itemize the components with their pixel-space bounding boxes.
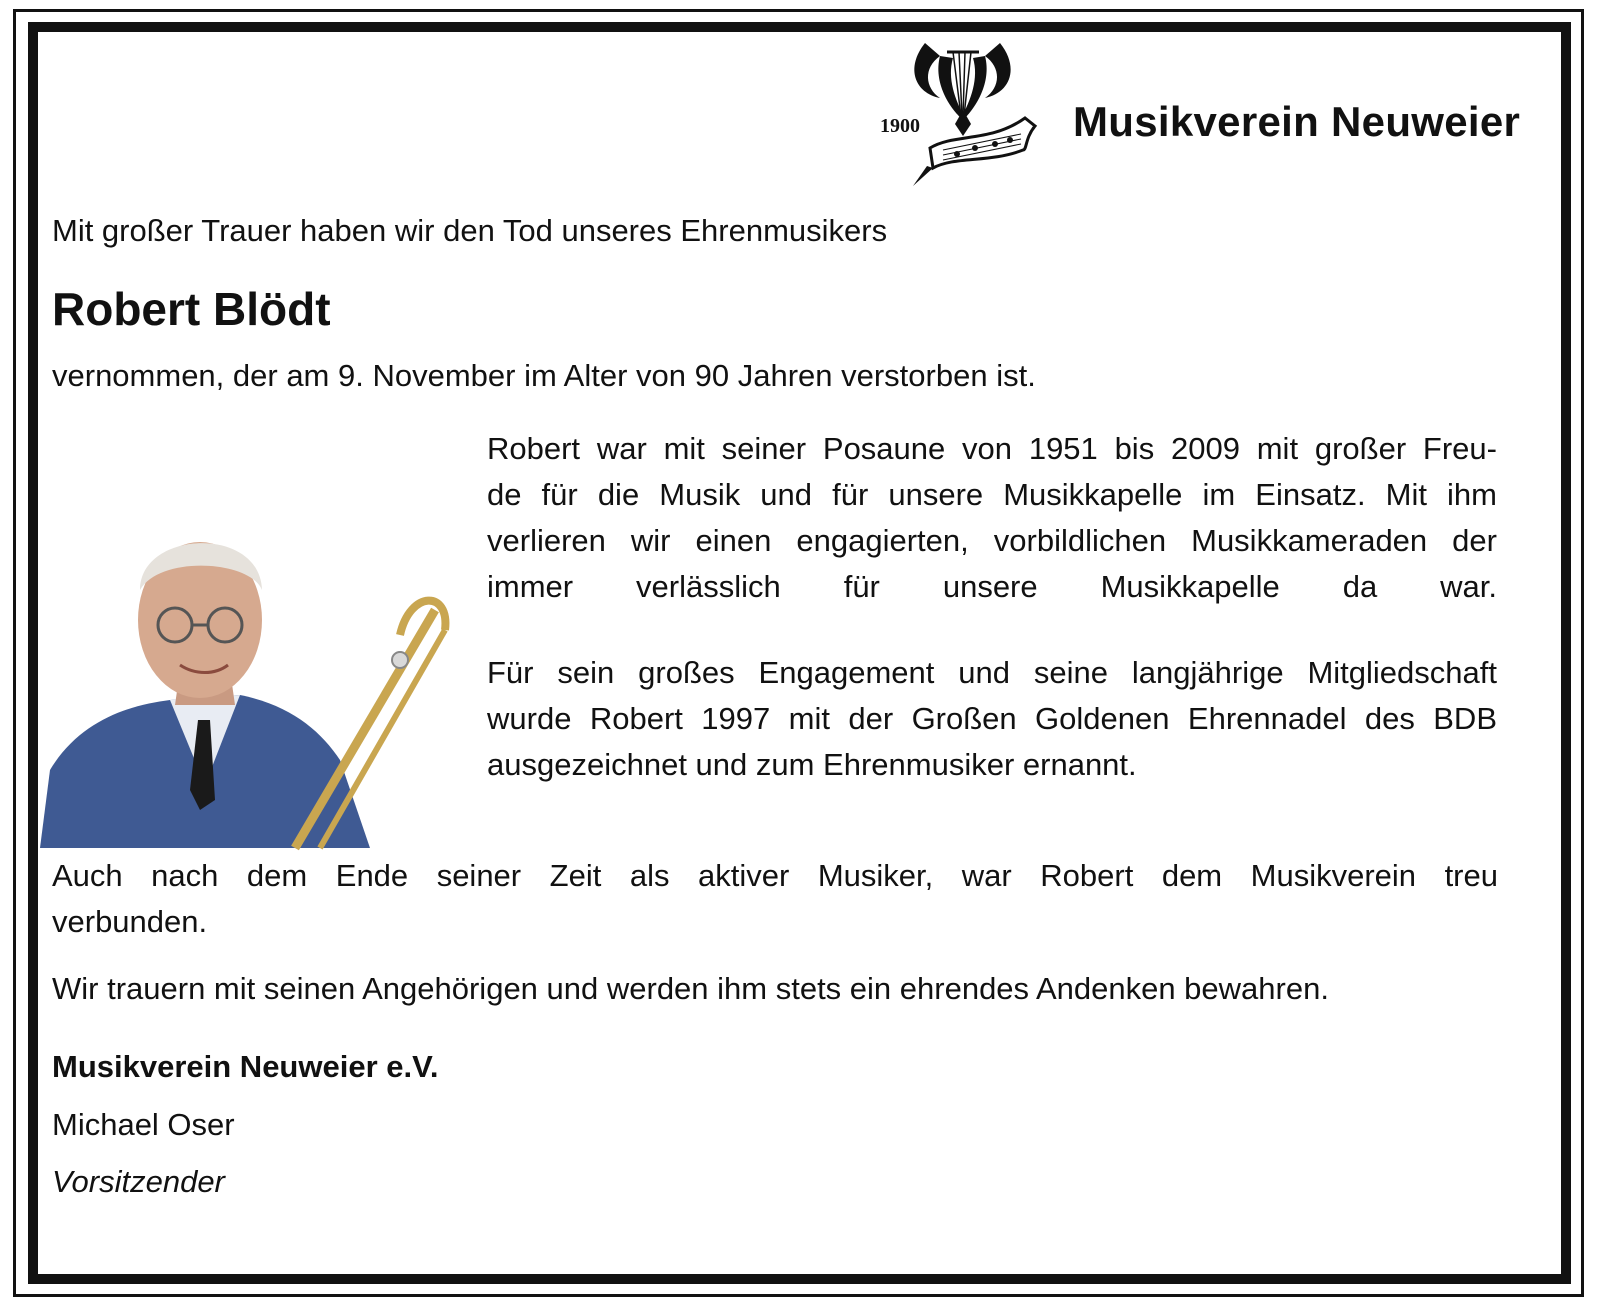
logo-year: 1900 [880, 115, 920, 137]
text-line: Robert war mit seiner Posaune von 1951 bis 2009 mit großer Freu- [487, 431, 1497, 466]
text-line: Auch nach dem Ende seiner Zeit als aktiver Musiker, war Robert dem Musikverein treu [52, 858, 1498, 893]
paragraph-honor [487, 650, 1497, 788]
portrait-photo [40, 520, 435, 848]
text-line: wurde Robert 1997 mit der Großen Goldenen Ehrennadel des BDB [487, 701, 1497, 736]
deceased-name: Robert Blödt [52, 283, 331, 335]
text-line: ausgezeichnet und zum Ehrenmusiker ernannt. [487, 747, 1137, 782]
text-line: Für sein großes Engagement und seine langjährige Mitgliedschaft [487, 655, 1497, 690]
text-line: immer verlässlich für unsere Musikkapelle da war. [487, 569, 1497, 604]
intro-line: Mit großer Trauer haben wir den Tod unseres Ehrenmusikers [52, 213, 888, 248]
text-line: verbunden. [52, 904, 208, 939]
signature-person: Michael Oser [52, 1107, 235, 1142]
text-line: verlieren wir einen engagierten, vorbildlichen Musikkameraden der [487, 523, 1497, 558]
paragraph-loyalty [52, 853, 1498, 945]
text-line: de für die Musik und für unsere Musikkapelle im Einsatz. Mit ihm [487, 477, 1497, 512]
death-line: vernommen, der am 9. November im Alter von 90 Jahren verstorben ist. [52, 358, 1036, 393]
paragraph-career [487, 426, 1497, 610]
lyre-logo-icon [880, 38, 1055, 193]
signature-organization: Musikverein Neuweier e.V. [52, 1049, 439, 1084]
organization-title: Musikverein Neuweier [1073, 98, 1521, 145]
signature-role: Vorsitzender [52, 1164, 225, 1199]
closing-line: Wir trauern mit seinen Angehörigen und werden ihm stets ein ehrendes Andenken bewahren. [52, 971, 1329, 1006]
